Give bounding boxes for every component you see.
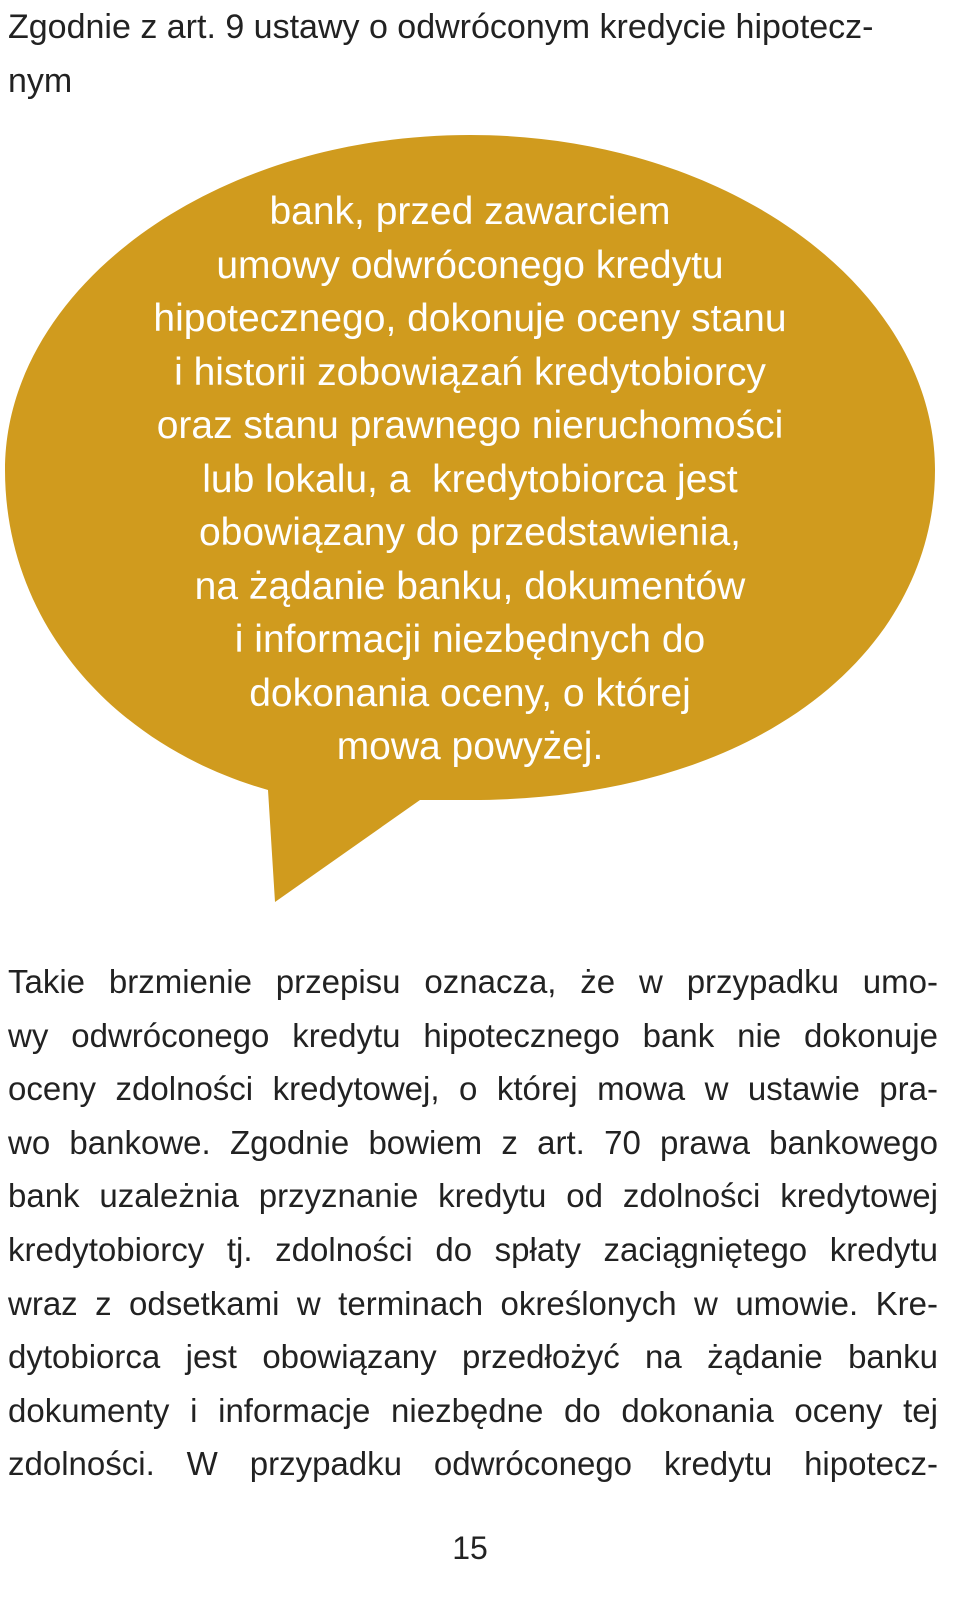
- intro-line: Zgodnie z art. 9 ustawy o odwróconym kredycie hipotecz-: [8, 8, 874, 46]
- body-line: dokumenty i informacje niezbędne do dokonania oceny tej: [8, 1391, 938, 1429]
- bubble-line: dokonania oceny, o której: [249, 671, 691, 715]
- body-line: oceny zdolności kredytowej, o której mowa w ustawie pra-: [8, 1070, 938, 1108]
- page-number: 15: [452, 1530, 488, 1566]
- intro-line: nym: [8, 62, 73, 100]
- intro-paragraph: [8, 0, 938, 108]
- bubble-line: oraz stanu prawnego nieruchomości: [156, 404, 784, 447]
- bubble-line: hipotecznego, dokonuje oceny stanu: [153, 297, 787, 340]
- bubble-line: mowa powyżej.: [336, 725, 604, 768]
- body-line: kredytobiorcy tj. zdolności do spłaty zaciągniętego kredytu: [8, 1230, 938, 1268]
- body-line: dytobiorca jest obowiązany przedłożyć na żądanie banku: [8, 1338, 938, 1376]
- bubble-line: i historii zobowiązań kredytobiorcy: [174, 350, 766, 394]
- bubble-line: obowiązany do przedstawienia,: [198, 511, 741, 554]
- body-line: wraz z odsetkami w terminach określonych w umowie. Kre-: [8, 1284, 938, 1322]
- bubble-line: lub lokalu, a kredytobiorca jest: [202, 457, 738, 501]
- bubble-line: na żądanie banku, dokumentów: [194, 564, 746, 608]
- body-line: bank uzależnia przyznanie kredytu od zdolności kredytowej: [8, 1177, 938, 1215]
- bubble-line: umowy odwróconego kredytu: [216, 243, 724, 287]
- body-line: Takie brzmienie przepisu oznacza, że w przypadku umo-: [8, 963, 938, 1000]
- body-line: wy odwróconego kredytu hipotecznego bank nie dokonuje: [8, 1016, 938, 1054]
- body-paragraph: [8, 955, 938, 1491]
- bubble-line: bank, przed zawarciem: [269, 190, 671, 233]
- body-line: zdolności. W przypadku odwróconego kredytu hipotecz-: [8, 1445, 938, 1483]
- bubble-line: i informacji niezbędnych do: [234, 618, 706, 661]
- bubble-quote: [70, 185, 870, 774]
- body-line: wo bankowe. Zgodnie bowiem z art. 70 prawa bankowego: [8, 1123, 938, 1161]
